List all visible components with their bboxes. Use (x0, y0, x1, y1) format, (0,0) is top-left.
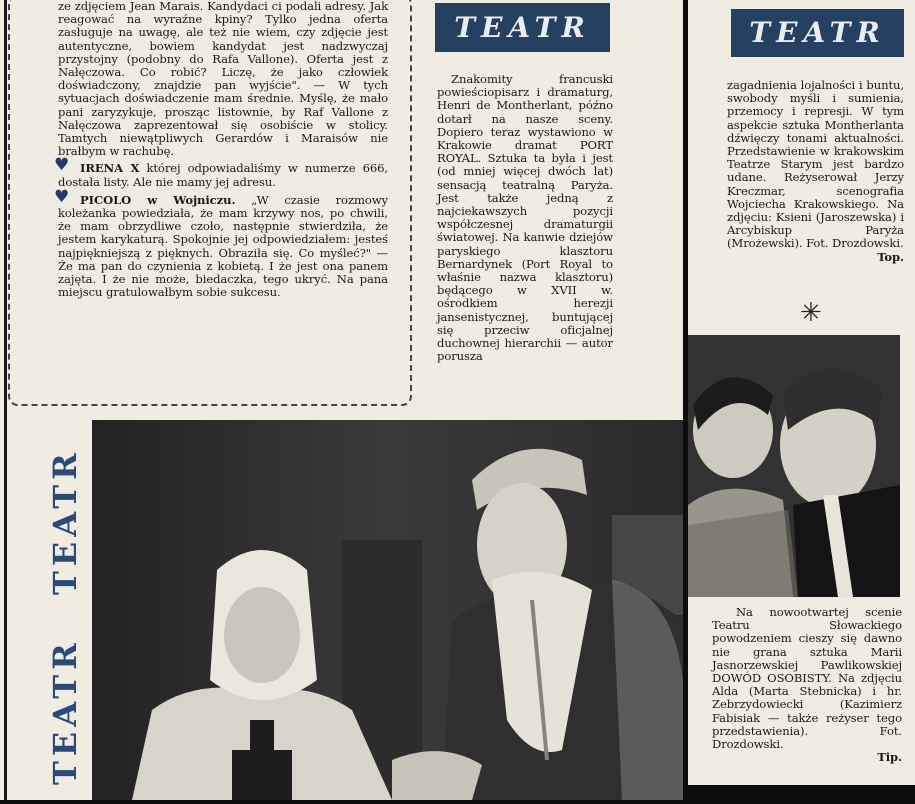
middle-article-text: Znakomity francuski powieściopisarz i dramaturg, Henri de Montherlant, późno dotarł na nasze sceny. Dopiero teraz wystawiono w Krakowie dramat PORT ROYAL. Sztuka ta była i jest (od mniej więcej dwóch lat) sensacją teatralną Paryża. Jest także jedną z najciekawszych pozycji współczesnej dramaturgii światowej. Na kanwie dziejów paryskiego klasztoru Bernardynek (Port Royal to właśnie nazwa klasztoru) będącego w XVII w. ośrodkiem herezji jansenistycznej, buntującej się przeciw oficjalnej duchownej hierarchii — autor porusza (437, 72, 613, 364)
letter-2-text: której odpowiadaliśmy w numerze 666, dostała listy. Ale nie mamy jej adresu. (58, 161, 388, 189)
right-article-top (727, 79, 904, 264)
photo-illustration (688, 335, 900, 597)
heart-icon: ♥ (54, 155, 70, 176)
letter-3-text: „W czasie rozmowy koleżanka powiedziała, że mam krzywy nos, po chwili, że mam obrzydliwe czoło, następnie stwierdziła, że jestem karykaturą. Spokojnie jej odpowiedziałem: jesteś najpiękniejszą z pięknych. Obraziła się. Co myśleć?" — Że ma pan do czynienia z kobietą. I że jest ona panem zajęta. I że nie może, biedaczka, tego ukryć. Na pana miejscu gratulowałbym sobie sukcesu. (58, 192, 388, 300)
asterisk-separator-icon: ✳ (800, 298, 822, 328)
vertical-teatr-upper: TEATR (46, 448, 84, 595)
letter-3-name: PICOLO w Wojniczu. (80, 192, 236, 207)
vertical-teatr-strip (4, 405, 84, 800)
right-article-top-signature: Top. (877, 249, 904, 264)
photo-port-royal (92, 420, 683, 800)
letter-1: ze zdjęciem Jean Marais. Kandydaci ci podali adresy. Jak reagować na wyraźne kpiny? Tylko jedna oferta zasługuje na uwagę, ale też nie wiem, czy zdjęcie jest autentyczne, bowiem kandydat jest nadzwyczaj przystojny (podobny do Rafa Vallone). Oferta jest z Nałęczowa. Co robić? Liczę, że jako człowiek doświadczony, znajdzie pan wyjście". — W tych sytuacjach doświadczenie mam średnie. Myślę, że mało pani zaryzykuje, prosząc listownie, by Raf Vallone z Nałęczowa zaprezentował się osobiście w stolicy. Tamtych niewątpliwych Gerardów i Maraisów nie brałbym w rachubę. (58, 0, 388, 159)
photo-illustration (92, 420, 683, 800)
heart-icon: ♥ (54, 186, 70, 207)
right-article-top-text: zagadnienia lojalności i buntu, swobody myśli i sumienia, przemocy i represji. W tym aspekcie sztuka Montherlanta dźwięczy tonami aktualności. Przedstawienie w krakowskim Teatrze Starym jest bardzo udane. Reżyserował Jerzy Kreczmar, scenografia Wojciecha Krakowskiego. Na zdjęciu: Ksieni (Jaroszewska) i Arcybiskup Paryża (Mrożewski). Fot. Drozdowski. (727, 78, 904, 251)
letter-2 (58, 162, 388, 188)
letters-column (54, 0, 388, 300)
vertical-teatr-lower: TEATR (46, 638, 84, 785)
middle-article (437, 73, 613, 363)
right-article-bottom (712, 606, 902, 764)
teatr-banner-right: TEATR (731, 9, 904, 57)
letter-2-name: IRENA X (80, 161, 140, 176)
right-article-bottom-signature: Tip. (877, 750, 902, 765)
letter-3 (58, 194, 388, 300)
teatr-banner-middle: TEATR (435, 3, 610, 52)
photo-dowod-osobisty (688, 335, 900, 597)
right-article-bottom-text: Na nowootwartej scenie Teatru Słowackiego powodzeniem cieszy się dawno nie grana sztuka Marii Jasnorzewskiej Pawlikowskiej DOWÓD OSOBISTY. Na zdjęciu Alda (Marta Stebnicka) i hr. Zebrzydowiecki (Kazimierz Fabisiak — także reżyser tego przedstawienia). Fot. Drozdowski. (712, 605, 902, 752)
